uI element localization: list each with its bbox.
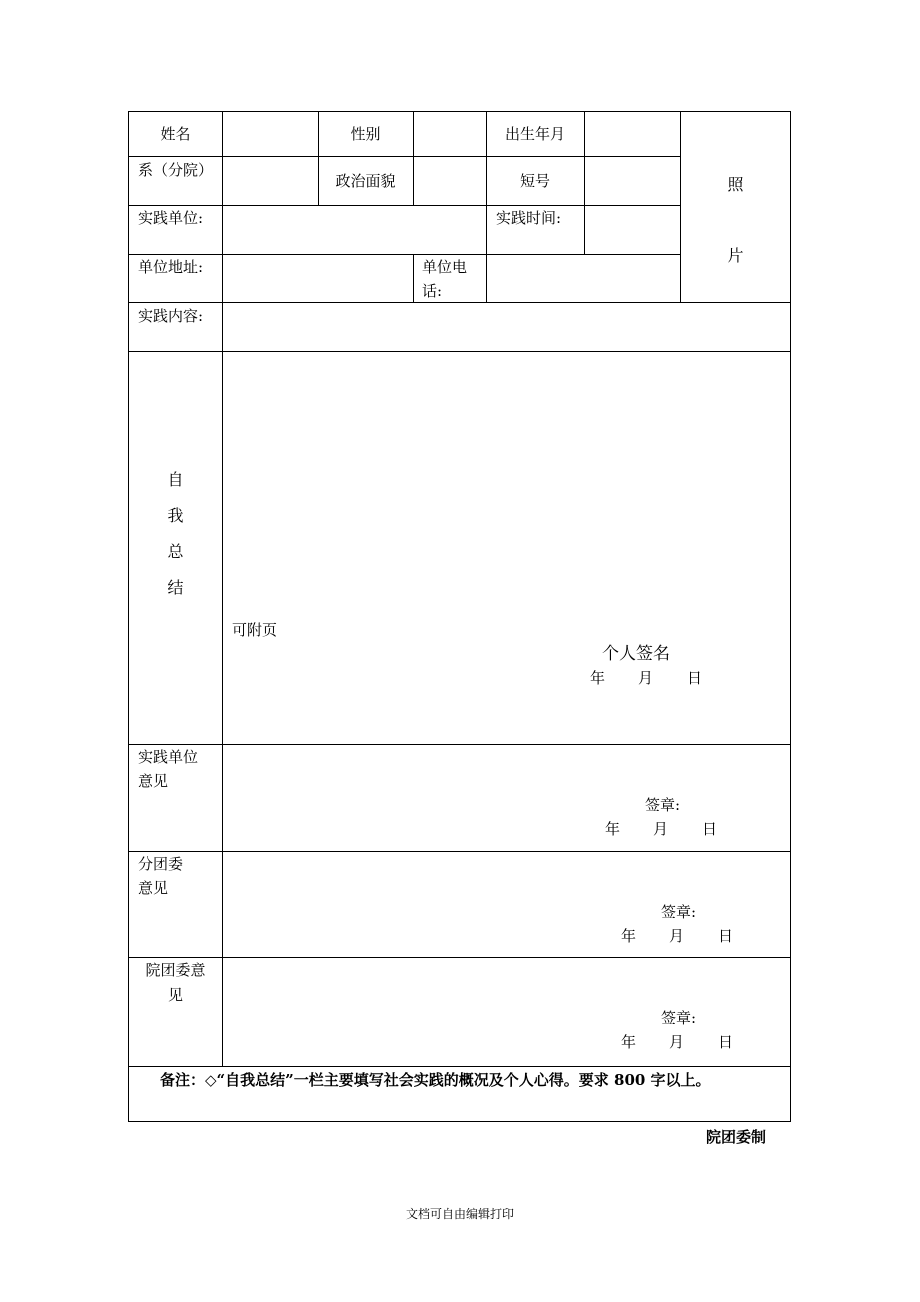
summary-label-char-4: 结 [167,578,184,597]
summary-date-day: 日 [687,669,703,687]
branch-opinion-date-day: 日 [718,927,734,945]
branch-opinion-date-month: 月 [669,927,685,945]
political-label: 政治面貌 [335,172,396,190]
summary-date-year: 年 [590,669,606,687]
phone-label-line-1: 单位电 [422,258,468,276]
birth-value[interactable] [585,112,680,156]
college-opinion-date-year: 年 [621,1033,637,1051]
dept-value[interactable] [223,157,318,205]
college-opinion-stamp: 签章: [661,1009,697,1027]
branch-opinion-date-year: 年 [621,927,637,945]
photo-char-1: 照 [727,175,744,194]
phone-label-line-2: 话: [422,282,443,300]
remark-note: 备注：◇“自我总结”一栏主要填写社会实践的概况及个人心得。要求 800 字以上。 [160,1071,711,1089]
address-value[interactable] [223,255,413,302]
time-value[interactable] [585,206,680,254]
college-opinion-date-day: 日 [718,1033,734,1051]
unit-opinion-date-day: 日 [702,820,718,838]
unit-opinion-label-line-2: 意见 [138,772,169,790]
unit-label: 实践单位: [138,209,204,227]
issuer-label: 院团委制 [706,1128,767,1146]
shortnum-label: 短号 [519,172,550,190]
political-value[interactable] [414,157,486,205]
branch-opinion-label-line-2: 意见 [138,879,169,897]
page-footer: 文档可自由编辑打印 [405,1207,514,1221]
content-value[interactable] [223,303,790,351]
photo-char-2: 片 [727,246,744,265]
unit-opinion-label-line-1: 实践单位 [138,748,199,766]
branch-opinion-label-line-1: 分团委 [138,855,184,873]
name-value[interactable] [223,112,318,156]
gender-label: 性别 [350,125,381,143]
unit-opinion-date-month: 月 [653,820,669,838]
content-label: 实践内容: [138,307,204,325]
dept-label: 系（分院） [138,161,214,179]
birth-label: 出生年月 [504,125,565,143]
shortnum-value[interactable] [585,157,680,205]
name-label: 姓名 [160,125,191,143]
gender-value[interactable] [414,112,486,156]
address-label: 单位地址: [138,258,204,276]
summary-label-char-2: 我 [167,506,184,525]
unit-value[interactable] [223,206,486,254]
attach-note: 可附页 [232,621,278,639]
phone-value[interactable] [487,255,680,302]
college-opinion-date-month: 月 [669,1033,685,1051]
summary-date-month: 月 [638,669,654,687]
summary-label-char-3: 总 [167,542,184,561]
branch-opinion-stamp: 签章: [661,903,697,921]
time-label: 实践时间: [496,209,562,227]
college-opinion-label-line-1: 院团委意 [145,961,206,979]
photo-box[interactable] [681,112,790,302]
signature-label: 个人签名 [602,644,670,664]
summary-label-char-1: 自 [167,470,184,489]
unit-opinion-stamp: 签章: [645,796,681,814]
unit-opinion-date-year: 年 [605,820,621,838]
college-opinion-label-line-2: 见 [167,986,183,1004]
